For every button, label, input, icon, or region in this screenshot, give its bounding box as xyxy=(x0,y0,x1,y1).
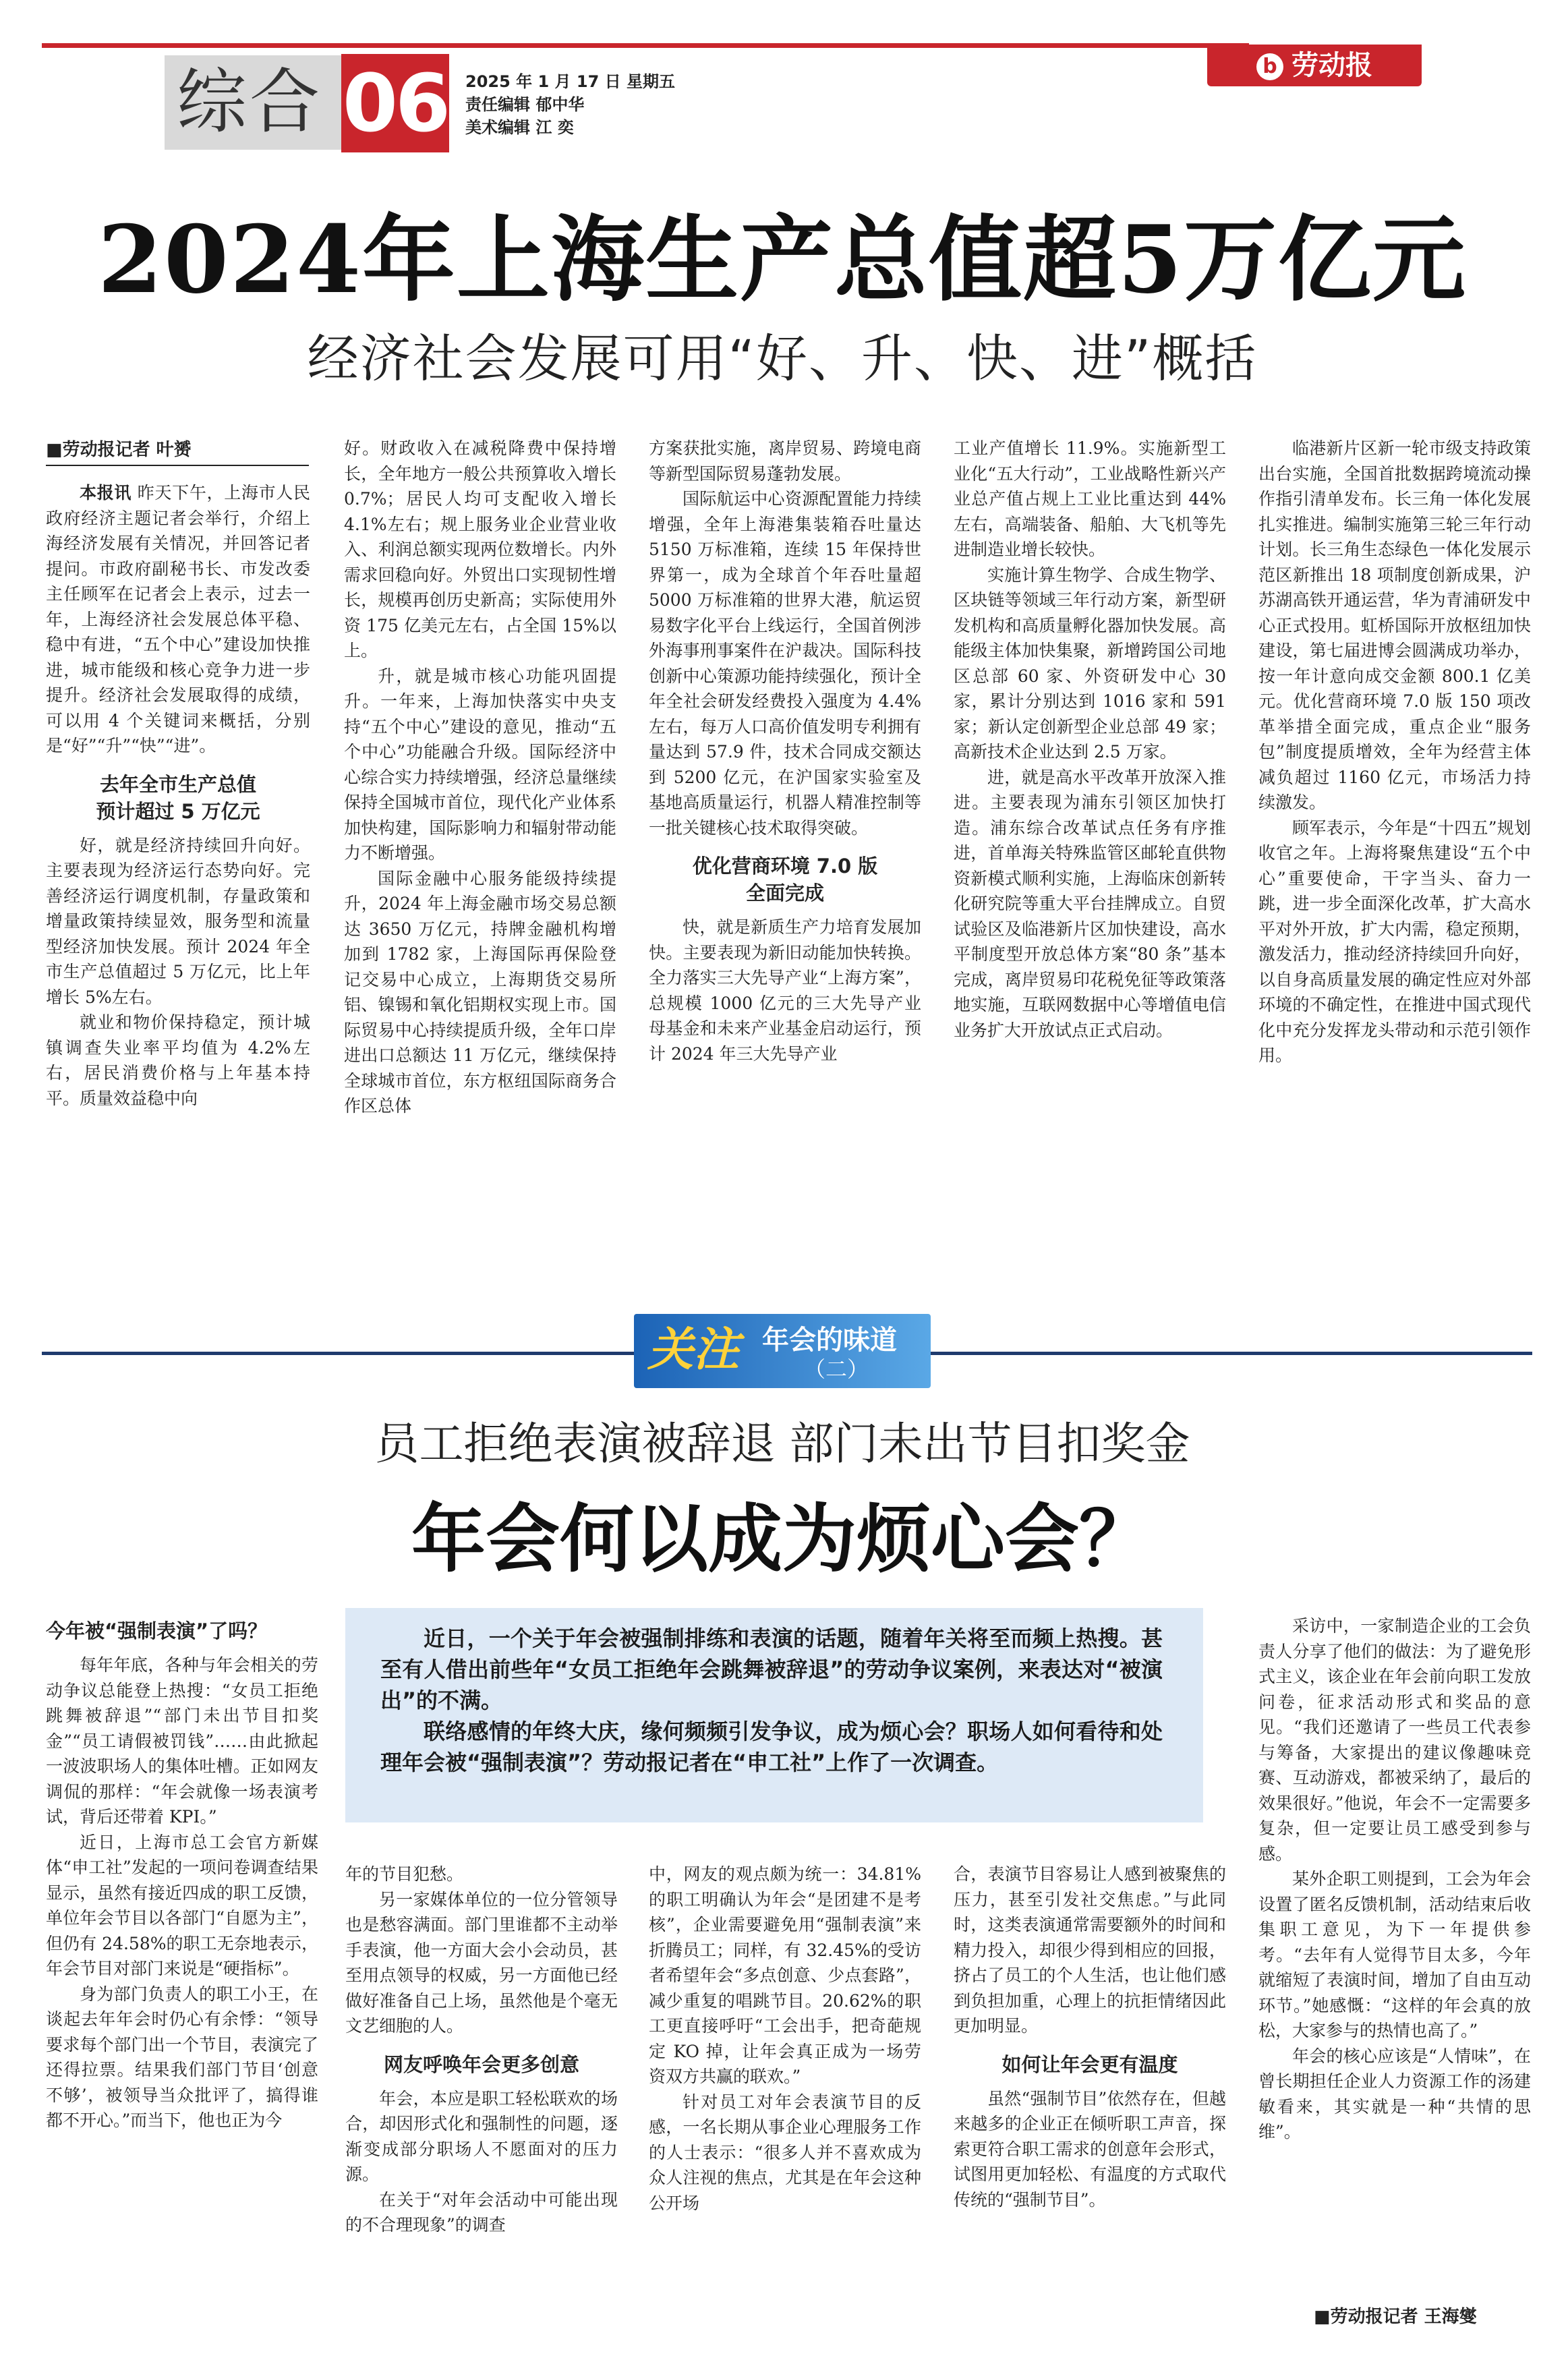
banner-series-name: 年会的味道 xyxy=(762,1325,897,1356)
paragraph: 进，就是高水平改革开放深入推进。主要表现为浦东引领区加快打造。浦东综合改革试点任务有序推进，首单海关特殊监管区邮轮直供物资新模式顺利实施，上海临床创新转化研究院等重大平台挂牌成立。自贸试验区及临港新片区加快建设，高水平制度型开放总体方案“80 条”基本完成，离岸贸易印花税免征等政策落地实施，互联网数据中心等增值电信业务扩大开放试点正式启动。 xyxy=(954,767,1226,1040)
issue-meta xyxy=(465,70,675,139)
paragraph: 就业和物价保持稳定，预计城镇调查失业率平均值为 4.2%左右，居民消费价格与上年基本持平。质量效益稳中向 xyxy=(46,1012,310,1108)
paragraph: 实施计算生物学、合成生物学、区块链等领域三年行动方案，新型研发机构和高质量孵化器加快发展。高能级主体加快集聚，新增跨国公司地区总部 60 家、外资研发中心 30 家，累计分别达到 1016 家和 591 家；新认定创新型企业总部 49 家；高新技术企业达到 2.5 万家。 xyxy=(954,565,1226,762)
section-number: 06 xyxy=(341,54,449,152)
paragraph: 好，就是经济持续回升向好。主要表现为经济运行态势向好。完善经济运行调度机制，存量政策和增量政策持续显效，服务型和流量型经济加快发展。预计 2024 年全市生产总值超过 5 万亿元，比上年增长 5%左右。 xyxy=(46,835,310,1007)
paragraph: 快，就是新质生产力培育发展加快。主要表现为新旧动能加快转换。全力落实三大先导产业“上海方案”，总规模 1000 亿元的三大先导产业母基金和未来产业基金启动运行，预计 2024 年三大先导产业 xyxy=(649,917,921,1064)
column-banner xyxy=(634,1314,931,1388)
paragraph: 国际金融中心服务能级持续提升，2024 年上海金融市场交易总额达 3650 万亿元，持牌金融机构增加到 1782 家，上海国际再保险登记交易中心成立，上海期货交易所铝、镍锡和氧化铝期权实现上市。国际贸易中心持续提质升级，全年口岸进出口总额达 11 万亿元，继续保持全球城市首位，东方枢纽国际商务合作区总体 xyxy=(344,868,616,1116)
intro-paragraph: 近日，一个关于年会被强制排练和表演的话题，随着年关将至而频上热搜。甚至有人借出前些年“女员工拒绝年会跳舞被辞退”的劳动争议案例，来表达对“被演出”的不满。 xyxy=(380,1626,1163,1713)
newspaper-logo xyxy=(1207,45,1422,86)
article1-column-3 xyxy=(649,436,921,1337)
paragraph: 另一家媒体单位的一位分管领导也是愁容满面。部门里谁都不主动举手表演，他一方面大会小会动员，甚至用点领导的权威，另一方面他已经做好准备自己上场，虽然他是个毫无文艺细胞的人。 xyxy=(345,1889,618,2036)
paragraph: 中，网友的观点颇为统一：34.81%的职工明确认为年会“是团建不是考核”，企业需要避免用“强制表演”来折腾员工；同样，有 32.45%的受访者希望年会“多点创意、少点套路”，减少重复的唱跳节目。20.62%的职工更直接呼吁“工会出手，把奇葩规定 KO 掉，让年会真正成为一场劳资双方共赢的联欢。” xyxy=(649,1864,921,2086)
paragraph: 某外企职工则提到，工会为年会设置了匿名反馈机制，活动结束后收集职工意见，为下一年提供参考。“去年有人觉得节目太多，今年就缩短了表演时间，增加了自由互动环节。”她感慨：“这样的年会真的放松，大家参与的热情也高了。” xyxy=(1258,1869,1531,2040)
editor-line: 责任编辑 郁中华 xyxy=(465,95,585,114)
paragraph: 采访中，一家制造企业的工会负责人分享了他们的做法：为了避免形式主义，该企业在年会前向职工发放问卷，征求活动形式和奖品的意见。“我们还邀请了一些员工代表参与筹备，大家提出的建议像趣味竞赛、互动游戏，都被采纳了，最后的效果很好。”他说，年会不一定需要多复杂，但一定要让员工感受到参与感。 xyxy=(1258,1616,1531,1864)
article2-column-3 xyxy=(649,1862,921,2334)
article2-byline: ■劳动报记者 王海燮 xyxy=(1314,2307,1477,2327)
lead-tag: 本报讯 xyxy=(80,483,132,502)
paragraph: 方案获批实施，离岸贸易、跨境电商等新型国际贸易蓬勃发展。 xyxy=(649,438,921,484)
article2-column-1 xyxy=(46,1617,318,2334)
paragraph: 本报讯 昨天下午，上海市人民政府经济主题记者会举行，介绍上海经济发展有关情况，并回答记者提问。市政府副秘书长、市发改委主任顾军在记者会上表示，过去一年，上海经济社会发展总体平稳、稳中有进，“五个中心”建设加快推进，城市能级和核心竞争力进一步提升。经济社会发展取得的成绩，可以用 4 个关键词来概括，分别是“好”“升”“快”“进”。 xyxy=(46,483,310,755)
article2-column-5 xyxy=(1258,1613,1531,2299)
paragraph: 合，表演节目容易让人感到被聚焦的压力，甚至引发社交焦虑。”与此同时，这类表演通常需要额外的时间和精力投入，却很少得到相应的回报，挤占了员工的个人生活，也让他们感到负担加重，心理上的抗拒情绪因此更加明显。 xyxy=(954,1864,1226,2036)
paragraph: 国际航运中心资源配置能力持续增强，全年上海港集装箱吞吐量达 5150 万标准箱，连续 15 年保持世界第一，成为全球首个年吞吐量超 5000 万标准箱的世界大港，航运贸易数字化平台上线运行，全国首例涉外海事刑事案件在沪裁决。国际科技创新中心策源功能持续强化，预计全年全社会研发经费投入强度为 4.4%左右，每万人口高价值发明专利拥有量达到 57.9 件，技术合同成交额达到 5200 亿元，在沪国家实验室及基地高质量运行，机器人精准控制等一批关键核心技术取得突破。 xyxy=(649,489,921,838)
article1-column-1 xyxy=(46,480,310,1337)
article1-column-5 xyxy=(1258,436,1531,1337)
date-line: 2025 年 1 月 17 日 星期五 xyxy=(465,72,676,91)
banner-series-part: （二） xyxy=(803,1356,869,1382)
paragraph: 好。财政收入在减税降费中保持增长，全年地方一般公共预算收入增长 0.7%；居民人均可支配收入增长 4.1%左右；规上服务业企业营业收入、利润总额实现两位数增长。内外需求回稳向好。外贸出口实现韧性增长，规模再创历史新高；实际使用外资 175 亿美元左右，占全国 15%以上。 xyxy=(344,438,616,660)
article2-headline: 年会何以成为烦心会？ xyxy=(411,1495,1153,1582)
article2-column-4 xyxy=(954,1862,1226,2334)
paragraph: 在关于“对年会活动中可能出现的不合理现象”的调查 xyxy=(345,2189,618,2235)
art-editor-line: 美术编辑 江 奕 xyxy=(465,118,574,137)
section-subheading: 如何让年会更有温度 xyxy=(1001,2052,1178,2076)
article2-intro-box xyxy=(345,1608,1203,1822)
article2-subheadline: 员工拒绝表演被辞退 部门未出节目扣奖金 xyxy=(374,1418,1190,1470)
paragraph: 工业产值增长 11.9%。实施新型工业化“五大行动”，工业战略性新兴产业总产值占规上工业比重达到 44%左右，高端装备、船舶、大飞机等先进制造业增长较快。 xyxy=(954,438,1226,559)
paragraph: 近日，上海市总工会官方新媒体“申工社”发起的一项问卷调查结果显示，虽然有接近四成的职工反馈，单位年会节目以各部门“自愿为主”，但仍有 24.58%的职工无奈地表示，年会节目对部门来说是“硬指标”。 xyxy=(46,1832,318,1978)
paragraph: 年的节目犯愁。 xyxy=(345,1864,464,1884)
section-subheading: 去年全市生产总值 预计超过 5 万亿元 xyxy=(96,772,260,823)
section-name: 综合 xyxy=(177,61,323,143)
paragraph: 顾军表示，今年是“十四五”规划收官之年。上海将聚焦建设“五个中心”重要使命，干字当头、奋力一跳，进一步全面深化改革，扩大高水平对外开放，扩大内需，稳定预期，激发活力，推动经济持续回升向好，以自身高质量发展的确定性应对外部环境的不确定性，在推进中国式现代化中充分发挥龙头带动和示范引领作用。 xyxy=(1258,817,1531,1065)
top-red-rule xyxy=(42,43,1249,48)
article1-headline: 2024年上海生产总值超5万亿元 xyxy=(97,204,1468,314)
section-subheading: 今年被“强制表演”了吗？ xyxy=(46,1619,268,1642)
banner-title: 关注 xyxy=(647,1323,740,1377)
logo-mark-icon: b xyxy=(1256,53,1283,80)
paragraph: 年会的核心应该是“人情味”，在曾长期担任企业人力资源工作的汤建敏看来，其实就是一种“共情的思维”。 xyxy=(1258,2046,1531,2142)
paragraph: 升，就是城市核心功能巩固提升。一年来，上海加快落实中央支持“五个中心”建设的意见，推动“五个中心”功能融合升级。国际经济中心综合实力持续增强，经济总量继续保持全国城市首位，现代化产业体系加快构建，国际影响力和辐射带动能力不断增强。 xyxy=(344,666,616,863)
section-subheading: 优化营商环境 7.0 版 全面完成 xyxy=(692,855,878,904)
paragraph: 临港新片区新一轮市级支持政策出台实施，全国首批数据跨境流动操作指引清单发布。长三角一体化发展扎实推进。编制实施第三轮三年行动计划。长三角生态绿色一体化发展示范区新推出 18 项制度创新成果，沪苏湖高铁开通运营，华为青浦研发中心正式投用。虹桥国际开放枢纽加快建设，第七届进博会圆满成功举办，按一年计意向成交金额 800.1 亿美元。优化营商环境 7.0 版 150 项改革举措全面完成，重点企业“服务包”制度提质增效，全年为经营主体减负超过 1160 亿元，市场活力持续激发。 xyxy=(1258,438,1531,812)
article1-subheadline: 经济社会发展可用“好、升、快、进”概括 xyxy=(307,328,1258,389)
paragraph: 针对员工对年会表演节目的反感，一名长期从事企业心理服务工作的人士表示：“很多人并不喜欢成为众人注视的焦点，尤其是在年会这种公开场 xyxy=(649,2092,921,2213)
article1-column-2 xyxy=(344,436,616,1337)
article1-column-4 xyxy=(954,436,1226,1337)
paragraph: 虽然“强制节目”依然存在，但越来越多的企业正在倾听职工声音，探索更符合职工需求的创意年会形式，试图用更加轻松、有温度的方式取代传统的“强制节目”。 xyxy=(954,2088,1226,2210)
article2-column-2 xyxy=(345,1862,618,2334)
paragraph: 身为部门负责人的职工小王，在谈起去年年会时仍心有余悸：“领导要求每个部门出一个节目，表演完了还得拉票。结果我们部门节目‘创意不够’，被领导当众批评了，搞得谁都不开心。”而当下，他也正为今 xyxy=(46,1984,318,2130)
section-subheading: 网友呼唤年会更多创意 xyxy=(383,2052,579,2076)
logo-text: 劳动报 xyxy=(1291,50,1372,81)
paragraph: 每年年底，各种与年会相关的劳动争议总能登上热搜：“女员工拒绝跳舞被辞退”“部门未出节目扣奖金”“员工请假被罚钱”……由此掀起一波波职场人的集体吐槽。正如网友调侃的那样：“年会就像一场表演考试，背后还带着 KPI。” xyxy=(46,1655,318,1827)
intro-paragraph: 联络感情的年终大庆，缘何频频引发争议，成为烦心会？职场人如何看待和处理年会被“强制表演”？劳动报记者在“申工社”上作了一次调查。 xyxy=(380,1719,1163,1775)
paragraph: 年会，本应是职工轻松联欢的场合，却因形式化和强制性的问题，逐渐变成部分职场人不愿面对的压力源。 xyxy=(345,2088,618,2184)
article1-byline: ■劳动报记者 叶赟 xyxy=(46,436,309,466)
